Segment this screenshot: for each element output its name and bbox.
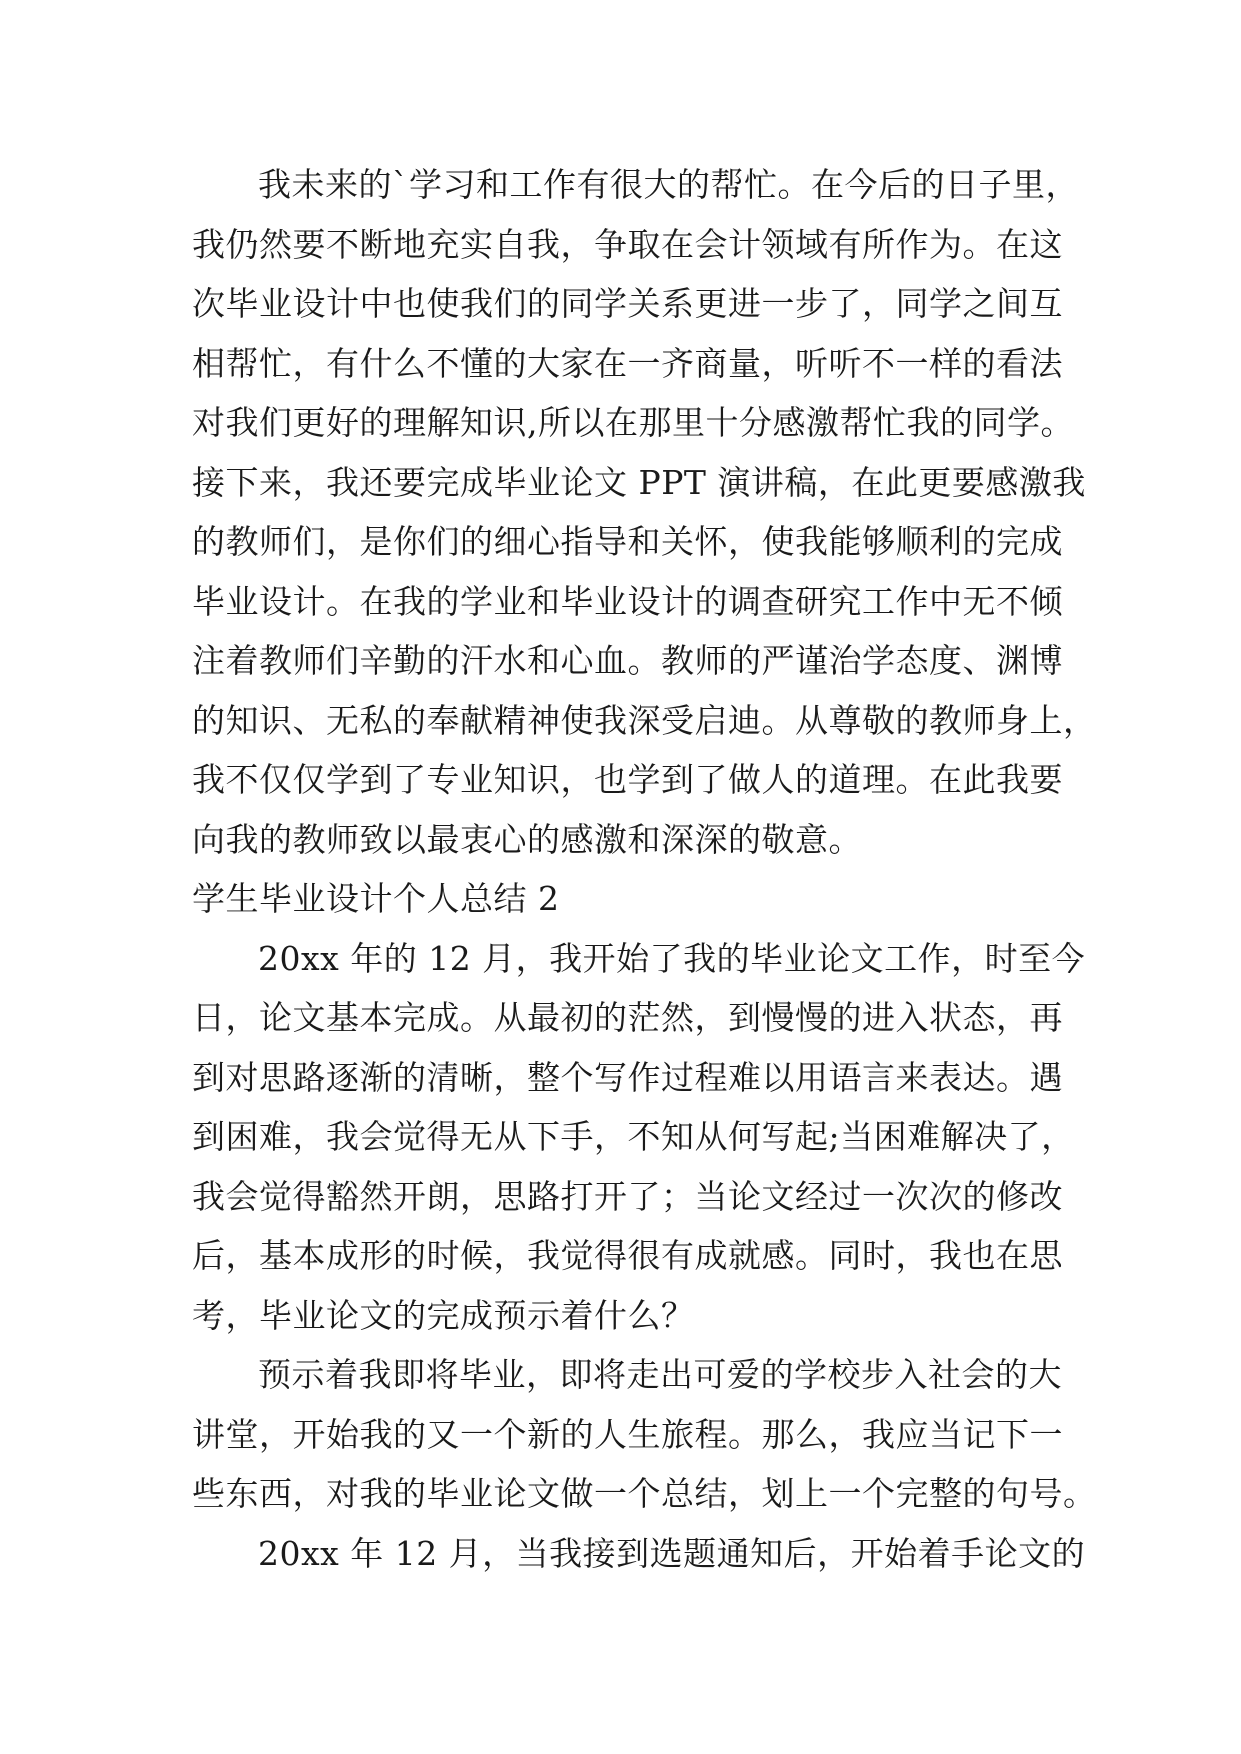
text-line: 的知识、无私的奉献精神使我深受启迪。从尊敬的教师身上， (192, 700, 1097, 740)
text-line: 注着教师们辛勤的汗水和心血。教师的严谨治学态度、渊博 (192, 641, 1063, 680)
text-line: 些东西，对我的毕业论文做一个总结，划上一个完整的句号。 (192, 1474, 1097, 1513)
text-line: 到困难，我会觉得无从下手，不知从何写起;当困难解决了， (192, 1117, 1075, 1156)
text-line: 的教师们，是你们的细心指导和关怀，使我能够顺利的完成 (192, 522, 1063, 561)
text-line: 毕业设计。在我的学业和毕业设计的调查研究工作中无不倾 (192, 581, 1063, 621)
text-line: 考，毕业论文的完成预示着什么？ (192, 1295, 695, 1335)
text-line: 到对思路逐渐的清晰，整个写作过程难以用语言来表达。遇 (192, 1057, 1063, 1097)
text-line: 我未来的`学习和工作有很大的帮忙。在今后的日子里， (258, 165, 1079, 204)
text-line: 后，基本成形的时候，我觉得很有成就感。同时，我也在思 (192, 1236, 1063, 1275)
text-line: 次毕业设计中也使我们的同学关系更进一步了，同学之间互 (192, 284, 1063, 323)
text-line: 讲堂，开始我的又一个新的人生旅程。那么，我应当记下一 (192, 1414, 1063, 1454)
section-heading: 学生毕业设计个人总结 2 (192, 879, 560, 918)
text-line: 20xx 年 12 月，当我接到选题通知后，开始着手论文的 (258, 1533, 1086, 1573)
text-line: 预示着我即将毕业，即将走出可爱的学校步入社会的大 (258, 1355, 1062, 1394)
text-line: 对我们更好的理解知识,所以在那里十分感激帮忙我的同学。 (192, 403, 1074, 442)
text-line: 向我的教师致以最衷心的感激和深深的敬意。 (192, 819, 862, 859)
text-line: 日，论文基本完成。从最初的茫然，到慢慢的进入状态，再 (192, 998, 1063, 1037)
text-line: 我会觉得豁然开朗，思路打开了；当论文经过一次次的修改 (192, 1176, 1063, 1216)
document-body (192, 155, 1097, 1583)
text-line: 接下来，我还要完成毕业论文 PPT 演讲稿，在此更要感激我 (192, 462, 1086, 502)
text-line: 我不仅仅学到了专业知识，也学到了做人的道理。在此我要 (192, 760, 1063, 799)
text-line: 20xx 年的 12 月，我开始了我的毕业论文工作，时至今 (258, 938, 1086, 978)
text-line: 相帮忙，有什么不懂的大家在一齐商量，听听不一样的看法 (192, 343, 1063, 383)
text-line: 我仍然要不断地充实自我，争取在会计领域有所作为。在这 (192, 224, 1063, 264)
